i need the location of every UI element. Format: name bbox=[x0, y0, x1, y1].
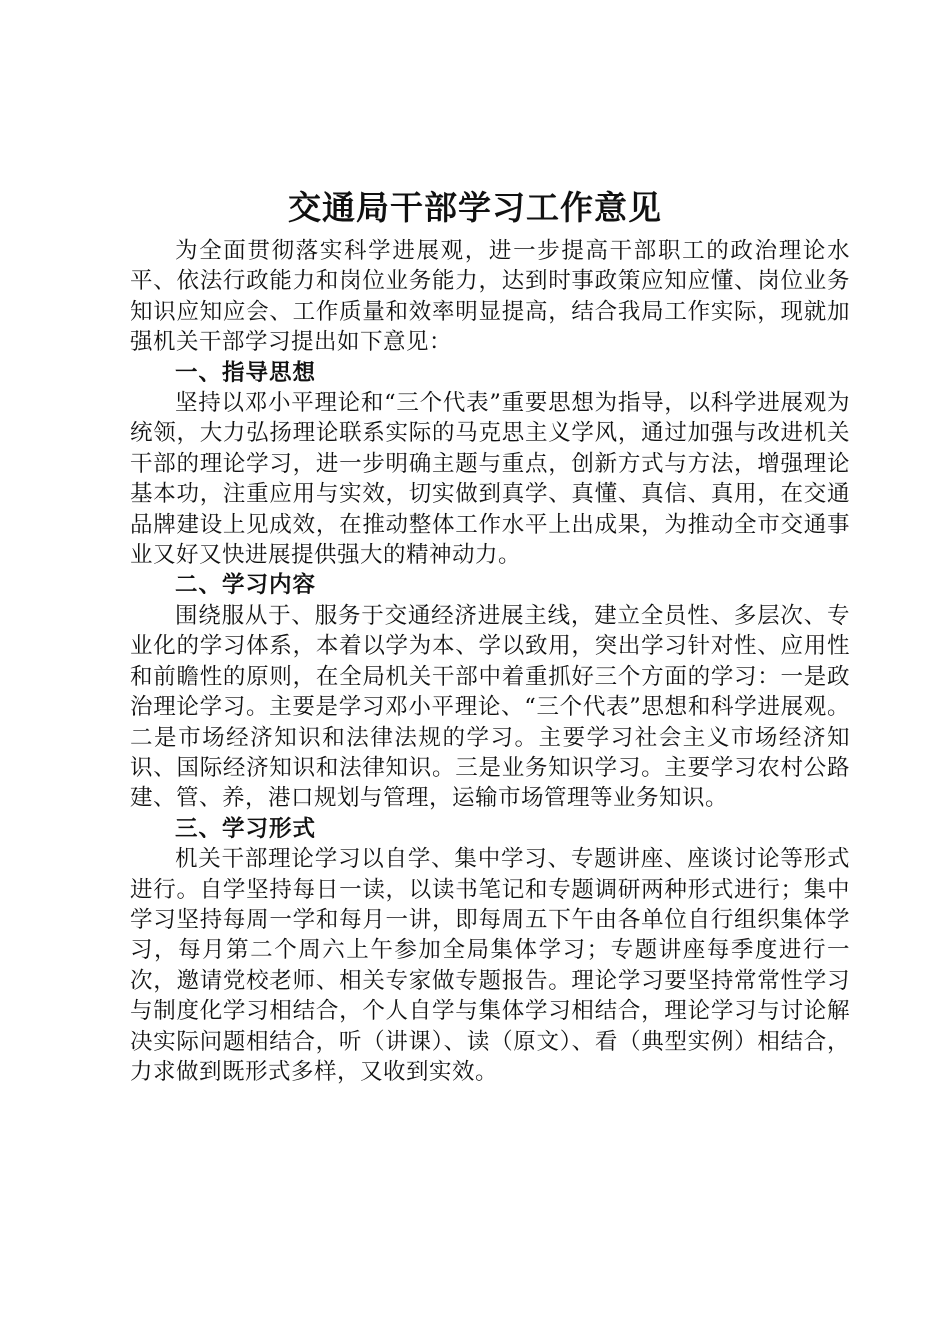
section-body-study-form: 机关干部理论学习以自学、集中学习、专题讲座、座谈讨论等形式进行。自学坚持每日一读，以读书笔记和专题调研两种形式进行；集中学习坚持每周一学和每月一讲，即每周五下午由各单位自行组织集体学习，每月第二个周六上午参加全局集体学习；专题讲座每季度进行一次，邀请党校老师、相关专家做专题报告。理论学习要坚持常常性学习与制度化学习相结合，个人自学与集体学习相结合，理论学习与讨论解决实际问题相结合，听（讲课）、读（原文）、看（典型实例）相结合，力求做到既形式多样，又收到实效。 bbox=[130, 846, 850, 1085]
document-title: 交通局干部学习工作意见 bbox=[288, 188, 662, 227]
section-body-study-content: 围绕服从于、服务于交通经济进展主线，建立全员性、多层次、专业化的学习体系，本着以学为本、学以致用，突出学习针对性、应用性和前瞻性的原则，在全局机关干部中着重抓好三个方面的学习：一是政治理论学习。主要是学习邓小平理论、“三个代表”思想和科学进展观。二是市场经济知识和法律法规的学习。主要学习社会主义市场经济知识、国际经济知识和法律知识。三是业务知识学习。主要学习农村公路建、管、养，港口规划与管理，运输市场管理等业务知识。 bbox=[130, 602, 850, 812]
section-heading-study-content: 二、学习内容 bbox=[175, 572, 317, 599]
intro-paragraph: 为全面贯彻落实科学进展观，进一步提高干部职工的政治理论水平、依法行政能力和岗位业务能力，达到时事政策应知应懂、岗位业务知识应知应会、工作质量和效率明显提高，结合我局工作实际，现就加强机关干部学习提出如下意见： bbox=[130, 238, 850, 356]
document-body bbox=[130, 236, 850, 1087]
section-body-guiding-ideology: 坚持以邓小平理论和“三个代表”重要思想为指导，以科学进展观为统领，大力弘扬理论联系实际的马克思主义学风，通过加强与改进机关干部的理论学习，进一步明确主题与重点，创新方式与方法，增强理论基本功，注重应用与实效，切实做到真学、真懂、真信、真用，在交通品牌建设上见成效，在推动整体工作水平上出成果，为推动全市交通事业又好又快进展提供强大的精神动力。 bbox=[130, 390, 850, 569]
section-heading-study-form: 三、学习形式 bbox=[175, 815, 317, 842]
section-heading-guiding-ideology: 一、指导思想 bbox=[175, 359, 317, 386]
